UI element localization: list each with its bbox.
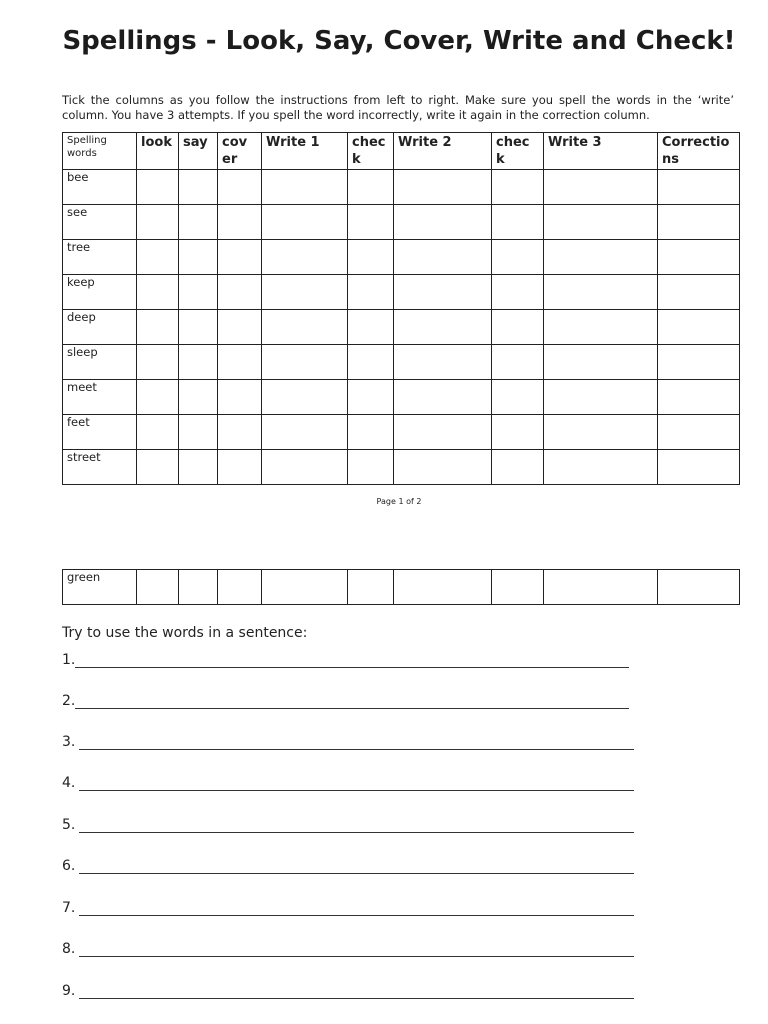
header-look: look — [137, 133, 179, 170]
sentence-number: 2. — [62, 693, 76, 709]
sentence-line[interactable] — [62, 775, 634, 795]
answer-cell[interactable] — [544, 240, 658, 275]
answer-cell[interactable] — [394, 310, 492, 345]
answer-cell[interactable] — [658, 570, 740, 605]
answer-cell[interactable] — [492, 450, 544, 485]
answer-cell[interactable] — [218, 570, 262, 605]
header-write-2: Write 2 — [394, 133, 492, 170]
answer-cell[interactable] — [262, 170, 348, 205]
answer-cell[interactable] — [544, 380, 658, 415]
answer-cell[interactable] — [179, 310, 218, 345]
writing-rule[interactable] — [79, 818, 634, 833]
answer-cell[interactable] — [544, 310, 658, 345]
spelling-word: sleep — [63, 345, 137, 380]
answer-cell[interactable] — [262, 310, 348, 345]
spelling-word: see — [63, 205, 137, 240]
answer-cell[interactable] — [658, 380, 740, 415]
sentence-line[interactable] — [62, 734, 634, 754]
answer-cell[interactable] — [137, 345, 179, 380]
answer-cell[interactable] — [137, 380, 179, 415]
answer-cell[interactable] — [348, 570, 394, 605]
answer-cell[interactable] — [544, 275, 658, 310]
answer-cell[interactable] — [658, 275, 740, 310]
sentence-line[interactable] — [62, 652, 629, 672]
answer-cell[interactable] — [348, 345, 394, 380]
answer-cell[interactable] — [348, 170, 394, 205]
answer-cell[interactable] — [218, 345, 262, 380]
sentence-line[interactable] — [62, 693, 629, 713]
answer-cell[interactable] — [394, 275, 492, 310]
answer-cell[interactable] — [658, 205, 740, 240]
word-row — [63, 570, 740, 605]
header-check-1: chec k — [348, 133, 394, 170]
header-check-2: chec k — [492, 133, 544, 170]
answer-cell[interactable] — [492, 240, 544, 275]
answer-cell[interactable] — [492, 570, 544, 605]
answer-cell[interactable] — [394, 240, 492, 275]
answer-cell[interactable] — [262, 570, 348, 605]
sentence-number: 3. — [62, 734, 76, 750]
sentence-number: 5. — [62, 817, 76, 833]
page-number: Page 1 of 2 — [376, 497, 422, 506]
writing-rule[interactable] — [79, 984, 634, 999]
spelling-word: green — [63, 570, 137, 605]
answer-cell[interactable] — [262, 345, 348, 380]
answer-cell[interactable] — [262, 380, 348, 415]
word-row — [63, 310, 740, 345]
word-row — [63, 345, 740, 380]
writing-rule[interactable] — [79, 859, 634, 874]
answer-cell[interactable] — [544, 450, 658, 485]
answer-cell[interactable] — [137, 450, 179, 485]
spelling-word: meet — [63, 380, 137, 415]
spelling-table — [62, 132, 740, 485]
answer-cell[interactable] — [658, 415, 740, 450]
sentence-number: 8. — [62, 941, 76, 957]
answer-cell[interactable] — [262, 240, 348, 275]
spelling-word: bee — [63, 170, 137, 205]
answer-cell[interactable] — [658, 310, 740, 345]
answer-cell[interactable] — [179, 380, 218, 415]
sentence-line[interactable] — [62, 900, 634, 920]
answer-cell[interactable] — [348, 415, 394, 450]
answer-cell[interactable] — [262, 205, 348, 240]
answer-cell[interactable] — [394, 415, 492, 450]
answer-cell[interactable] — [262, 415, 348, 450]
answer-cell[interactable] — [658, 450, 740, 485]
header-write-1: Write 1 — [262, 133, 348, 170]
answer-cell[interactable] — [394, 380, 492, 415]
answer-cell[interactable] — [394, 205, 492, 240]
spelling-table-continued — [62, 569, 740, 605]
word-row — [63, 380, 740, 415]
answer-cell[interactable] — [348, 205, 394, 240]
sentence-line[interactable] — [62, 858, 634, 878]
sentence-number: 6. — [62, 858, 76, 874]
answer-cell[interactable] — [492, 380, 544, 415]
word-row — [63, 240, 740, 275]
header-write-3: Write 3 — [544, 133, 658, 170]
answer-cell[interactable] — [544, 415, 658, 450]
sentence-line[interactable] — [62, 941, 634, 961]
answer-cell[interactable] — [492, 415, 544, 450]
header-spelling-words: Spelling words — [63, 133, 137, 170]
sentence-line[interactable] — [62, 817, 634, 837]
answer-cell[interactable] — [544, 570, 658, 605]
answer-cell[interactable] — [137, 310, 179, 345]
word-row — [63, 450, 740, 485]
answer-cell[interactable] — [544, 170, 658, 205]
spelling-word: feet — [63, 415, 137, 450]
answer-cell[interactable] — [218, 205, 262, 240]
answer-cell[interactable] — [492, 345, 544, 380]
answer-cell[interactable] — [179, 570, 218, 605]
answer-cell[interactable] — [262, 450, 348, 485]
answer-cell[interactable] — [394, 170, 492, 205]
writing-rule[interactable] — [79, 942, 634, 957]
answer-cell[interactable] — [492, 275, 544, 310]
answer-cell[interactable] — [394, 570, 492, 605]
answer-cell[interactable] — [492, 170, 544, 205]
answer-cell[interactable] — [218, 415, 262, 450]
word-row — [63, 205, 740, 240]
spelling-word: deep — [63, 310, 137, 345]
answer-cell[interactable] — [348, 380, 394, 415]
page-title: Spellings - Look, Say, Cover, Write and Check! — [62, 26, 736, 56]
answer-cell[interactable] — [658, 170, 740, 205]
answer-cell[interactable] — [348, 240, 394, 275]
answer-cell[interactable] — [137, 240, 179, 275]
writing-rule[interactable] — [75, 653, 629, 668]
spelling-word: tree — [63, 240, 137, 275]
writing-rule[interactable] — [79, 776, 634, 791]
answer-cell[interactable] — [179, 275, 218, 310]
header-corrections: Correctio ns — [658, 133, 740, 170]
answer-cell[interactable] — [137, 275, 179, 310]
answer-cell[interactable] — [218, 310, 262, 345]
answer-cell[interactable] — [218, 170, 262, 205]
answer-cell[interactable] — [394, 450, 492, 485]
answer-cell[interactable] — [218, 450, 262, 485]
spelling-word: keep — [63, 275, 137, 310]
answer-cell[interactable] — [179, 170, 218, 205]
sentence-number: 1. — [62, 652, 76, 668]
instructions: Tick the columns as you follow the instructions from left to right. Make sure you spell the words in the ‘write’ column. You have 3 attempts. If you spell the word incorrectly, write it again in the correction column. — [62, 93, 734, 122]
header-cover: cov er — [218, 133, 262, 170]
answer-cell[interactable] — [179, 205, 218, 240]
answer-cell[interactable] — [262, 275, 348, 310]
sentence-line[interactable] — [62, 983, 634, 1003]
answer-cell[interactable] — [137, 570, 179, 605]
answer-cell[interactable] — [658, 345, 740, 380]
answer-cell[interactable] — [179, 240, 218, 275]
answer-cell[interactable] — [179, 415, 218, 450]
writing-rule[interactable] — [75, 694, 629, 709]
sentence-number: 7. — [62, 900, 76, 916]
answer-cell[interactable] — [218, 240, 262, 275]
answer-cell[interactable] — [394, 345, 492, 380]
answer-cell[interactable] — [348, 310, 394, 345]
word-row — [63, 170, 740, 205]
writing-rule[interactable] — [79, 735, 634, 750]
answer-cell[interactable] — [218, 380, 262, 415]
header-say: say — [179, 133, 218, 170]
sentence-number: 4. — [62, 775, 76, 791]
answer-cell[interactable] — [492, 205, 544, 240]
answer-cell[interactable] — [348, 450, 394, 485]
answer-cell[interactable] — [658, 240, 740, 275]
answer-cell[interactable] — [179, 450, 218, 485]
answer-cell[interactable] — [544, 205, 658, 240]
answer-cell[interactable] — [492, 310, 544, 345]
answer-cell[interactable] — [218, 275, 262, 310]
answer-cell[interactable] — [544, 345, 658, 380]
answer-cell[interactable] — [137, 415, 179, 450]
writing-rule[interactable] — [79, 901, 634, 916]
sentence-heading: Try to use the words in a sentence: — [62, 625, 308, 641]
word-row — [63, 415, 740, 450]
answer-cell[interactable] — [179, 345, 218, 380]
answer-cell[interactable] — [137, 205, 179, 240]
sentence-number: 9. — [62, 983, 76, 999]
answer-cell[interactable] — [137, 170, 179, 205]
answer-cell[interactable] — [348, 275, 394, 310]
spelling-word: street — [63, 450, 137, 485]
word-row — [63, 275, 740, 310]
